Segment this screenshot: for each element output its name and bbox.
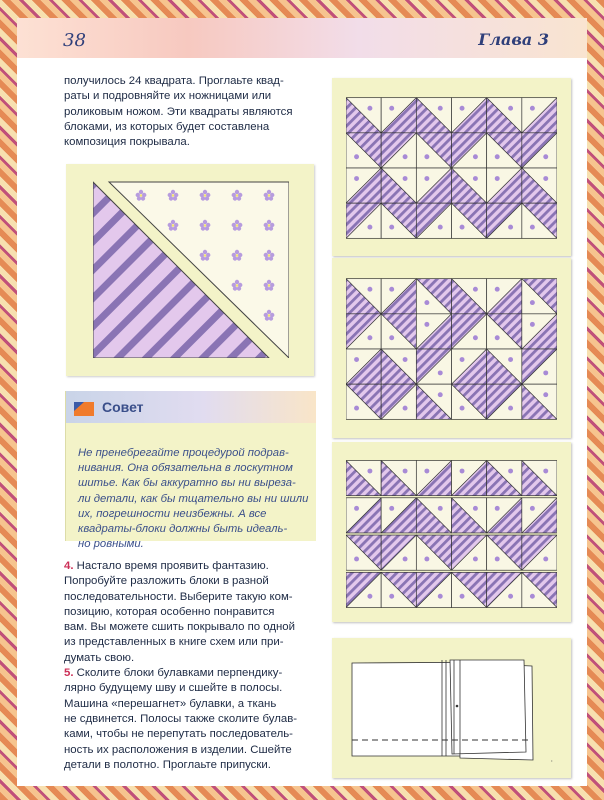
quilt-block [381, 535, 416, 570]
intro-line: получилось 24 квадрата. Проглаьте квад- [64, 75, 284, 87]
quilt-block [381, 133, 416, 168]
tip-header [66, 391, 316, 423]
step-number: 5. [64, 667, 74, 680]
quilt-block [381, 461, 416, 496]
tip-line: Не пренебрегайте процедурой подрав- [78, 447, 289, 459]
quilt-block [487, 279, 522, 314]
half-square-block-figure [93, 180, 289, 358]
quilt-block [346, 535, 381, 570]
quilt-block [381, 98, 416, 133]
quilt-block [452, 98, 487, 133]
quilt-block [487, 349, 522, 384]
quilt-block [487, 98, 522, 133]
quilt-block [416, 314, 451, 349]
quilt-block [381, 572, 416, 607]
quilt-block [522, 535, 557, 570]
intro-line: раты и подровняйте их ножницами или [64, 90, 272, 103]
quilt-block [416, 168, 451, 203]
step-line: лярно будущему шву и сшейте в полосы. [64, 682, 283, 695]
quilt-grid-2 [346, 274, 557, 424]
quilt-block [487, 384, 522, 419]
quilt-block [452, 279, 487, 314]
quilt-block [381, 314, 416, 349]
quilt-block [346, 349, 381, 384]
tip-line: их, погрешности неизбежны. А все [78, 507, 267, 520]
quilt-block [487, 314, 522, 349]
quilt-grid-1 [346, 93, 557, 243]
quilt-block [487, 203, 522, 238]
tip-line: нивания. Она обязательна в лоскутном [78, 462, 293, 475]
page-number: 38 [63, 30, 86, 51]
quilt-block [416, 461, 451, 496]
step-line: вам. Вы можете сшить покрывало по одной [64, 621, 296, 634]
step-5 [64, 666, 310, 773]
seam-diagram [346, 648, 557, 766]
quilt-block [416, 133, 451, 168]
quilt-block [522, 203, 557, 238]
quilt-strips-3 [346, 456, 557, 612]
tip-text [78, 446, 313, 552]
quilt-block [381, 349, 416, 384]
quilt-block [381, 203, 416, 238]
quilt-block [416, 384, 451, 419]
quilt-block [487, 535, 522, 570]
steps-text [64, 559, 310, 773]
step-line: не сдвинется. Полосы также сколите булав- [64, 712, 298, 725]
quilt-block [522, 384, 557, 419]
corner-mark: · [550, 757, 553, 766]
quilt-block [452, 535, 487, 570]
quilt-block [487, 133, 522, 168]
quilt-block [346, 133, 381, 168]
step-4 [64, 559, 310, 666]
quilt-block [452, 314, 487, 349]
tip-line: квадраты-блоки должны быть идеаль- [78, 523, 288, 536]
step-number: 4. [64, 560, 74, 572]
quilt-block [522, 349, 557, 384]
intro-line: композиция покрывала. [64, 136, 190, 149]
quilt-block [452, 133, 487, 168]
step-line: последовательности. Выберите такую ком- [64, 590, 293, 603]
quilt-block [346, 98, 381, 133]
quilt-block [416, 98, 451, 133]
step-line: ками, чтобы не перепутать последователь- [64, 728, 293, 741]
intro-line: роликовым ножом. Эти квадраты являются [64, 105, 293, 118]
quilt-block [452, 498, 487, 533]
quilt-block [452, 384, 487, 419]
quilt-block [346, 314, 381, 349]
quilt-block [381, 279, 416, 314]
quilt-block [522, 279, 557, 314]
quilt-block [416, 535, 451, 570]
step-line: Настало время проявить фантазию. [76, 560, 269, 572]
quilt-block [487, 572, 522, 607]
quilt-block [416, 279, 451, 314]
step-line: из представленных в книге схем или при- [64, 636, 284, 649]
quilt-layout-3 [332, 442, 571, 622]
page-header [17, 18, 587, 58]
intro-paragraph [64, 74, 304, 150]
step-line: думать свою. [64, 651, 135, 664]
tip-line: шитье. Как бы аккуратно вы ни выреза- [78, 477, 296, 490]
quilt-block [346, 168, 381, 203]
quilt-block [522, 168, 557, 203]
quilt-block [487, 498, 522, 533]
quilt-block [452, 461, 487, 496]
quilt-block [416, 498, 451, 533]
diagonal-square-illustration [66, 164, 314, 376]
quilt-block [346, 461, 381, 496]
quilt-block [522, 98, 557, 133]
quilt-block [522, 133, 557, 168]
quilt-block [381, 498, 416, 533]
quilt-block [522, 498, 557, 533]
quilt-layout-2 [332, 258, 571, 438]
tip-box [65, 391, 316, 551]
quilt-layout-1 [332, 78, 571, 256]
step-line: позицию, которая особенно понравится [64, 605, 275, 618]
quilt-block [487, 461, 522, 496]
quilt-block [522, 572, 557, 607]
step-line: Попробуйте разложить блоки в разной [64, 575, 269, 588]
step-line: Машина «перешагнет» булавки, а ткань [64, 697, 277, 710]
step-line: ность их расположения в изделии. Сшейте [64, 743, 292, 756]
tip-line: ли детали, как бы тщательно вы ни шили [78, 492, 309, 505]
tip-title: Совет [102, 399, 144, 415]
quilt-block [416, 572, 451, 607]
quilt-block [346, 384, 381, 419]
book-page [17, 18, 587, 786]
quilt-block [452, 168, 487, 203]
quilt-block [381, 384, 416, 419]
quilt-block [346, 203, 381, 238]
quilt-block [452, 349, 487, 384]
tip-line: но ровными. [78, 538, 144, 551]
quilt-block [346, 572, 381, 607]
chapter-title: Глава 3 [478, 30, 549, 49]
quilt-block [381, 168, 416, 203]
quilt-block [416, 203, 451, 238]
folded-square-icon [72, 398, 96, 418]
step-line: Сколите блоки булавками перпендику- [76, 667, 283, 680]
quilt-block [522, 314, 557, 349]
quilt-block [522, 461, 557, 496]
quilt-block [452, 572, 487, 607]
quilt-block [346, 498, 381, 533]
quilt-block [416, 349, 451, 384]
quilt-block [452, 203, 487, 238]
sewing-diagram [332, 638, 571, 778]
quilt-block [346, 279, 381, 314]
intro-line: блоками, из которых будет составлена [64, 120, 270, 133]
step-line: детали в полотно. Проглаьте припуски. [64, 758, 271, 771]
quilt-block [487, 168, 522, 203]
